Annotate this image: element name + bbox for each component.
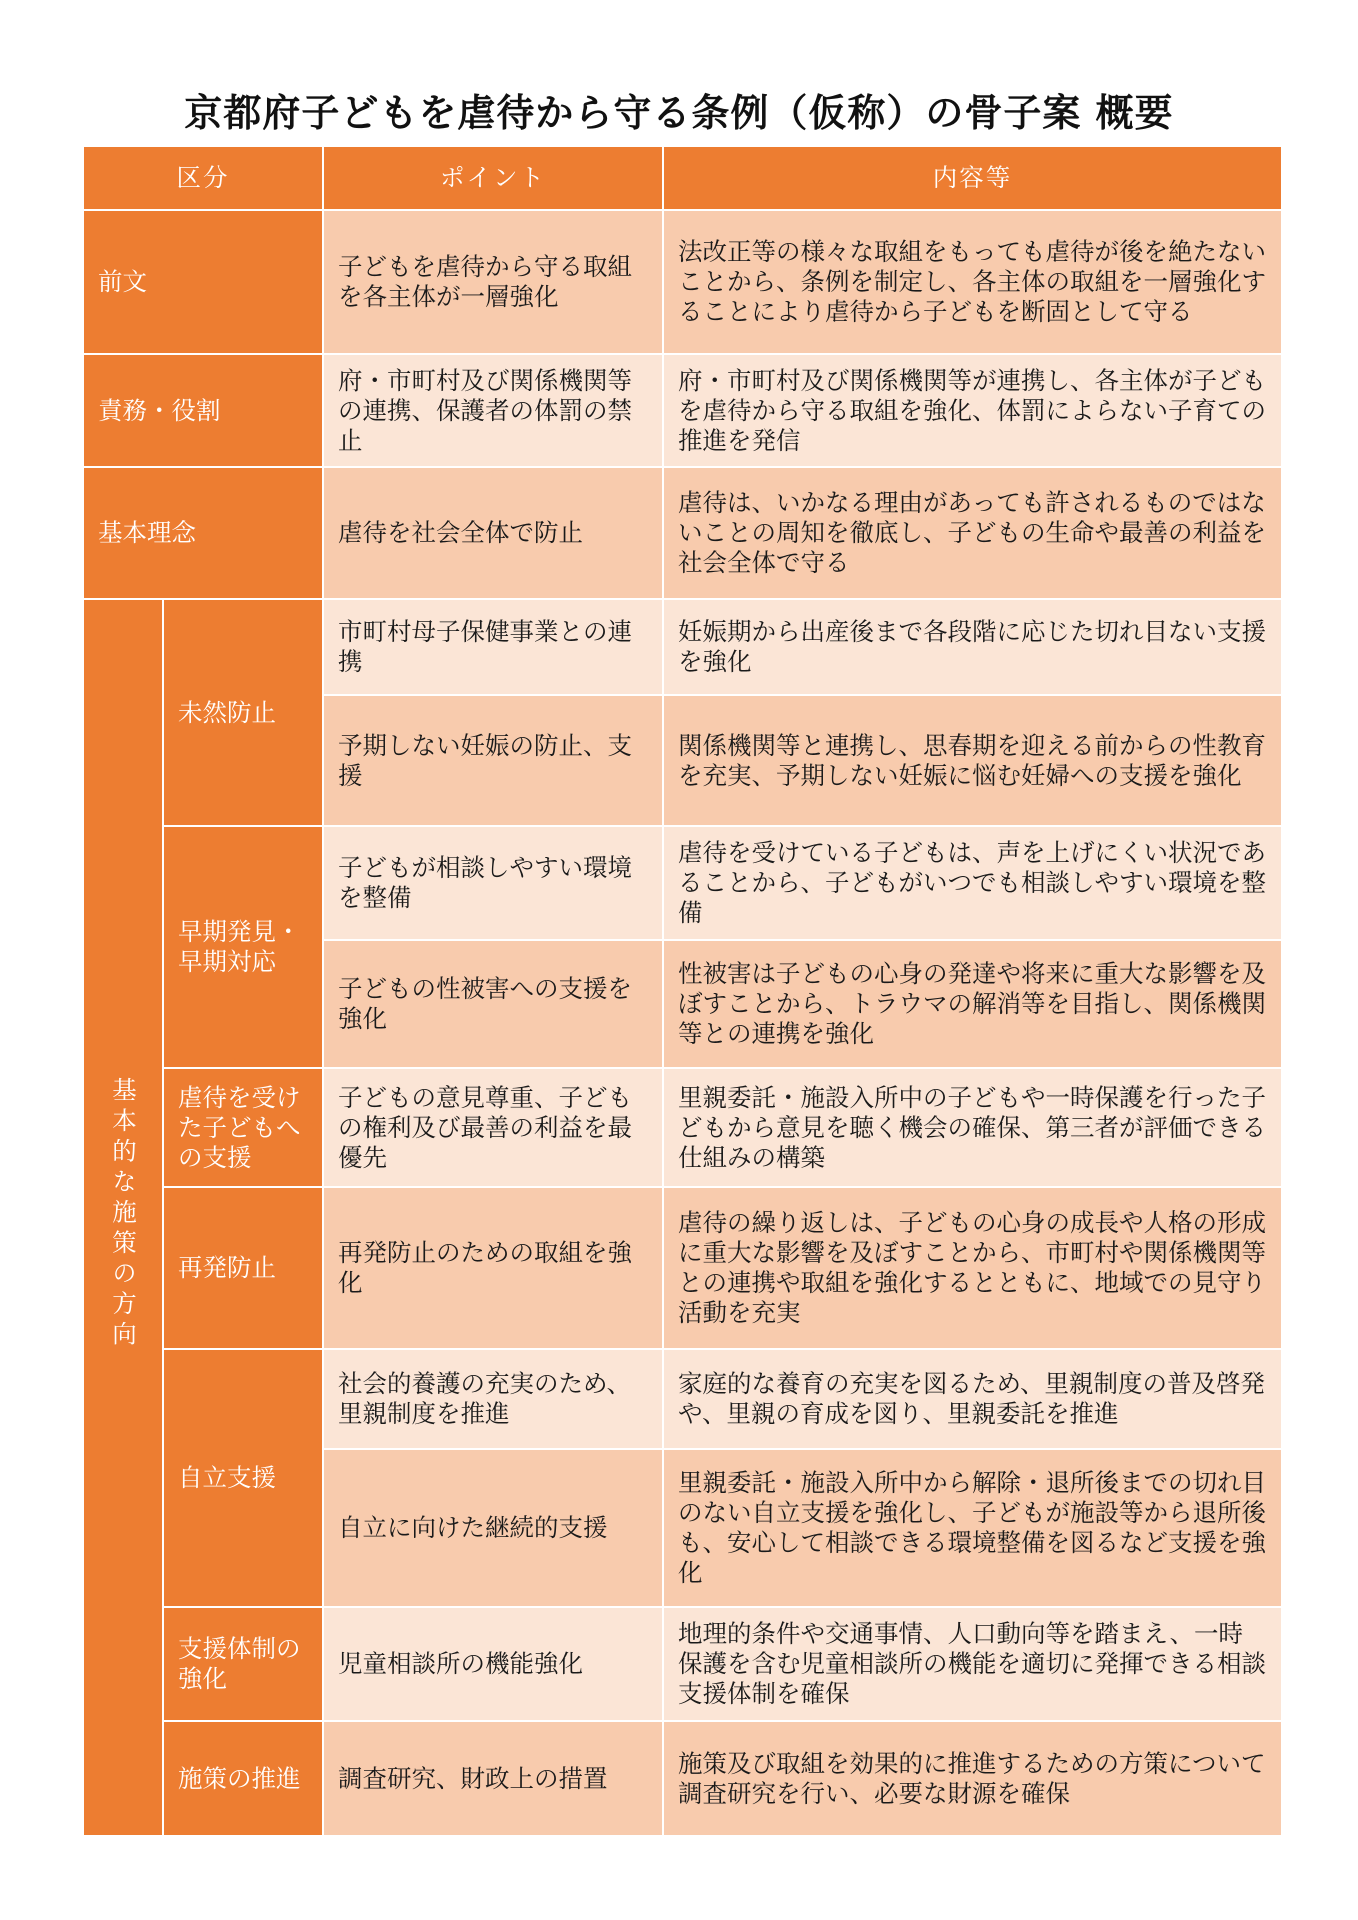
content-cell: 性被害は子どもの心身の発達や将来に重大な影響を及ぼすことから、トラウマの解消等を目指し、関係機関等との連携を強化 — [663, 940, 1282, 1068]
table-row — [83, 1068, 1282, 1187]
subcategory-early-detection: 早期発見・早期対応 — [163, 826, 323, 1068]
table-row — [83, 1349, 1282, 1449]
table-row — [83, 1721, 1282, 1836]
content-cell: 里親委託・施設入所中の子どもや一時保護を行った子どもから意見を聴く機会の確保、第三者が評価できる仕組みの構築 — [663, 1068, 1282, 1187]
header-point: ポイント — [323, 146, 663, 210]
table-row — [83, 1187, 1282, 1349]
category-duties: 責務・役割 — [83, 354, 323, 467]
content-cell: 地理的条件や交通事情、人口動向等を踏まえ、一時保護を含む児童相談所の機能を適切に発揮できる相談支援体制を確保 — [663, 1607, 1282, 1721]
point-cell: 府・市町村及び関係機関等の連携、保護者の体罰の禁止 — [323, 354, 663, 467]
content-cell: 虐待を受けている子どもは、声を上げにくい状況であることから、子どもがいつでも相談しやすい環境を整備 — [663, 826, 1282, 940]
page-title: 京都府子どもを虐待から守る条例（仮称）の骨子案 概要 — [184, 91, 1174, 135]
table-row — [83, 354, 1282, 467]
point-cell: 調査研究、財政上の措置 — [323, 1721, 663, 1836]
policy-direction-text: 基本的な施策の方向 — [109, 1076, 138, 1352]
subcategory-recurrence: 再発防止 — [163, 1187, 323, 1349]
header-content: 内容等 — [663, 146, 1282, 210]
table-row — [83, 1607, 1282, 1721]
point-cell: 子どもが相談しやすい環境を整備 — [323, 826, 663, 940]
subcategory-victim-support: 虐待を受けた子どもへの支援 — [163, 1068, 323, 1187]
subcategory-prevention: 未然防止 — [163, 599, 323, 826]
table-row — [83, 210, 1282, 354]
content-cell: 関係機関等と連携し、思春期を迎える前からの性教育を充実、予期しない妊娠に悩む妊婦への支援を強化 — [663, 695, 1282, 826]
subcategory-promotion: 施策の推進 — [163, 1721, 323, 1836]
content-cell: 家庭的な養育の充実を図るため、里親制度の普及啓発や、里親の育成を図り、里親委託を推進 — [663, 1349, 1282, 1449]
point-cell: 自立に向けた継続的支援 — [323, 1449, 663, 1607]
table-row — [83, 467, 1282, 599]
point-cell: 再発防止のための取組を強化 — [323, 1187, 663, 1349]
table-row — [83, 599, 1282, 695]
policy-direction-label — [83, 599, 163, 1836]
point-cell: 子どもの意見尊重、子どもの権利及び最善の利益を最優先 — [323, 1068, 663, 1187]
content-cell: 施策及び取組を効果的に推進するための方策について調査研究を行い、必要な財源を確保 — [663, 1721, 1282, 1836]
point-cell: 子どもの性被害への支援を強化 — [323, 940, 663, 1068]
content-cell: 法改正等の様々な取組をもっても虐待が後を絶たないことから、条例を制定し、各主体の取組を一層強化することにより虐待から子どもを断固として守る — [663, 210, 1282, 354]
content-cell: 府・市町村及び関係機関等が連携し、各主体が子どもを虐待から守る取組を強化、体罰によらない子育ての推進を発信 — [663, 354, 1282, 467]
category-principle: 基本理念 — [83, 467, 323, 599]
point-cell: 市町村母子保健事業との連携 — [323, 599, 663, 695]
point-cell: 予期しない妊娠の防止、支援 — [323, 695, 663, 826]
header-category: 区分 — [83, 146, 323, 210]
subcategory-independence: 自立支援 — [163, 1349, 323, 1607]
point-cell: 虐待を社会全体で防止 — [323, 467, 663, 599]
content-cell: 虐待は、いかなる理由があっても許されるものではないことの周知を徹底し、子どもの生命や最善の利益を社会全体で守る — [663, 467, 1282, 599]
subcategory-support-system: 支援体制の強化 — [163, 1607, 323, 1721]
table-row — [83, 826, 1282, 940]
point-cell: 児童相談所の機能強化 — [323, 1607, 663, 1721]
point-cell: 社会的養護の充実のため、里親制度を推進 — [323, 1349, 663, 1449]
content-cell: 妊娠期から出産後まで各段階に応じた切れ目ない支援を強化 — [663, 599, 1282, 695]
content-cell: 虐待の繰り返しは、子どもの心身の成長や人格の形成に重大な影響を及ぼすことから、市町村や関係機関等との連携や取組を強化するとともに、地域での見守り活動を充実 — [663, 1187, 1282, 1349]
point-cell: 子どもを虐待から守る取組を各主体が一層強化 — [323, 210, 663, 354]
table-header-row — [83, 146, 1282, 210]
overview-table — [82, 145, 1283, 1837]
content-cell: 里親委託・施設入所中から解除・退所後までの切れ目のない自立支援を強化し、子どもが施設等から退所後も、安心して相談できる環境整備を図るなど支援を強化 — [663, 1449, 1282, 1607]
category-preamble: 前文 — [83, 210, 323, 354]
